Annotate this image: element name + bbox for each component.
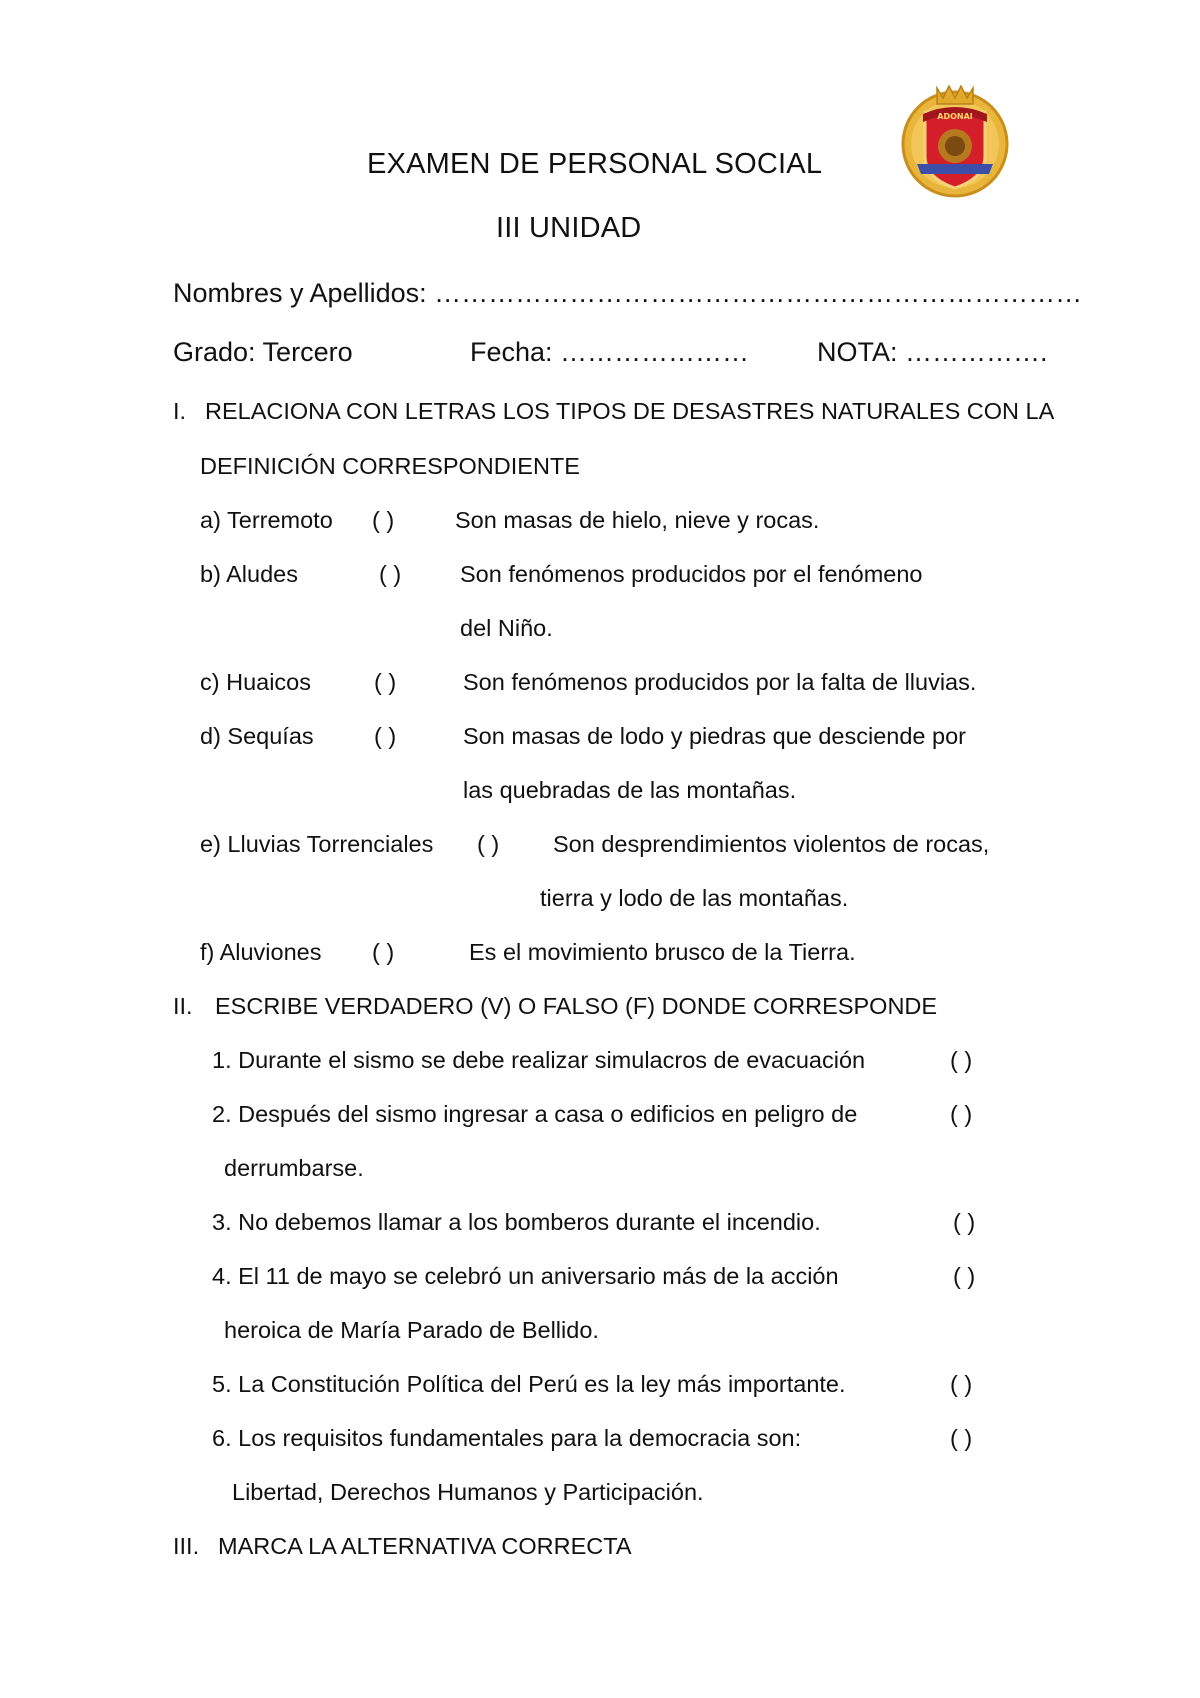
match-blank: ( ) (372, 939, 395, 965)
match-blank: ( ) (477, 831, 500, 857)
section-2-title: ESCRIBE VERDADERO (V) O FALSO (F) DONDE CORRESPONDE (215, 993, 938, 1019)
match-definition-cont: las quebradas de las montañas. (463, 777, 797, 803)
match-blank: ( ) (372, 507, 395, 533)
match-term: c) Huaicos (200, 669, 312, 695)
section-1-number: I. (173, 398, 187, 424)
section-3-number: III. (173, 1533, 200, 1559)
page-subtitle: III UNIDAD (496, 212, 642, 244)
match-definition: Son fenómenos producidos por la falta de lluvias. (463, 669, 977, 695)
match-definition-cont: tierra y lodo de las montañas. (540, 885, 849, 911)
tf-blank: ( ) (950, 1101, 973, 1127)
score-field: NOTA: ……………. (817, 337, 1048, 367)
school-crest-logo (893, 78, 1017, 202)
tf-question: 2. Después del sismo ingresar a casa o edificios en peligro de (212, 1101, 858, 1127)
section-3-title: MARCA LA ALTERNATIVA CORRECTA (218, 1533, 632, 1559)
match-term: b) Aludes (200, 561, 298, 587)
match-term: f) Aluviones (200, 939, 322, 965)
match-blank: ( ) (374, 669, 397, 695)
match-definition: Son masas de hielo, nieve y rocas. (455, 507, 820, 533)
match-blank: ( ) (379, 561, 402, 587)
tf-blank: ( ) (950, 1371, 973, 1397)
page-title: EXAMEN DE PERSONAL SOCIAL (367, 148, 823, 180)
tf-question: 5. La Constitución Política del Perú es la ley más importante. (212, 1371, 846, 1397)
tf-question-cont: heroica de María Parado de Bellido. (224, 1317, 599, 1343)
match-definition-cont: del Niño. (460, 615, 553, 641)
tf-question: 6. Los requisitos fundamentales para la democracia son: (212, 1425, 802, 1451)
logo-text: ADONAI (937, 112, 973, 121)
match-definition: Es el movimiento brusco de la Tierra. (469, 939, 856, 965)
name-line: Nombres y Apellidos: ……………………………………………………………… (173, 278, 1083, 308)
section-1-title-line2: DEFINICIÓN CORRESPONDIENTE (200, 453, 580, 479)
grade-label: Grado: Tercero (173, 337, 353, 367)
match-term: a) Terremoto (200, 507, 333, 533)
tf-blank: ( ) (950, 1047, 973, 1073)
date-field: Fecha: ………………… (470, 337, 750, 367)
match-definition: Son fenómenos producidos por el fenómeno (460, 561, 923, 587)
tf-question: 4. El 11 de mayo se celebró un aniversario más de la acción (212, 1263, 839, 1289)
match-term: e) Lluvias Torrenciales (200, 831, 434, 857)
match-definition: Son masas de lodo y piedras que desciende por (463, 723, 966, 749)
match-definition: Son desprendimientos violentos de rocas, (553, 831, 990, 857)
tf-question-cont: Libertad, Derechos Humanos y Participación. (232, 1479, 704, 1505)
match-term: d) Sequías (200, 723, 314, 749)
section-2-number: II. (173, 993, 193, 1019)
tf-question: 1. Durante el sismo se debe realizar simulacros de evacuación (212, 1047, 866, 1073)
tf-blank: ( ) (953, 1263, 976, 1289)
section-1-title-line1: RELACIONA CON LETRAS LOS TIPOS DE DESASTRES NATURALES CON LA (205, 398, 1055, 424)
tf-question-cont: derrumbarse. (224, 1155, 364, 1181)
tf-blank: ( ) (950, 1425, 973, 1451)
tf-question: 3. No debemos llamar a los bomberos durante el incendio. (212, 1209, 821, 1235)
match-blank: ( ) (374, 723, 397, 749)
tf-blank: ( ) (953, 1209, 976, 1235)
